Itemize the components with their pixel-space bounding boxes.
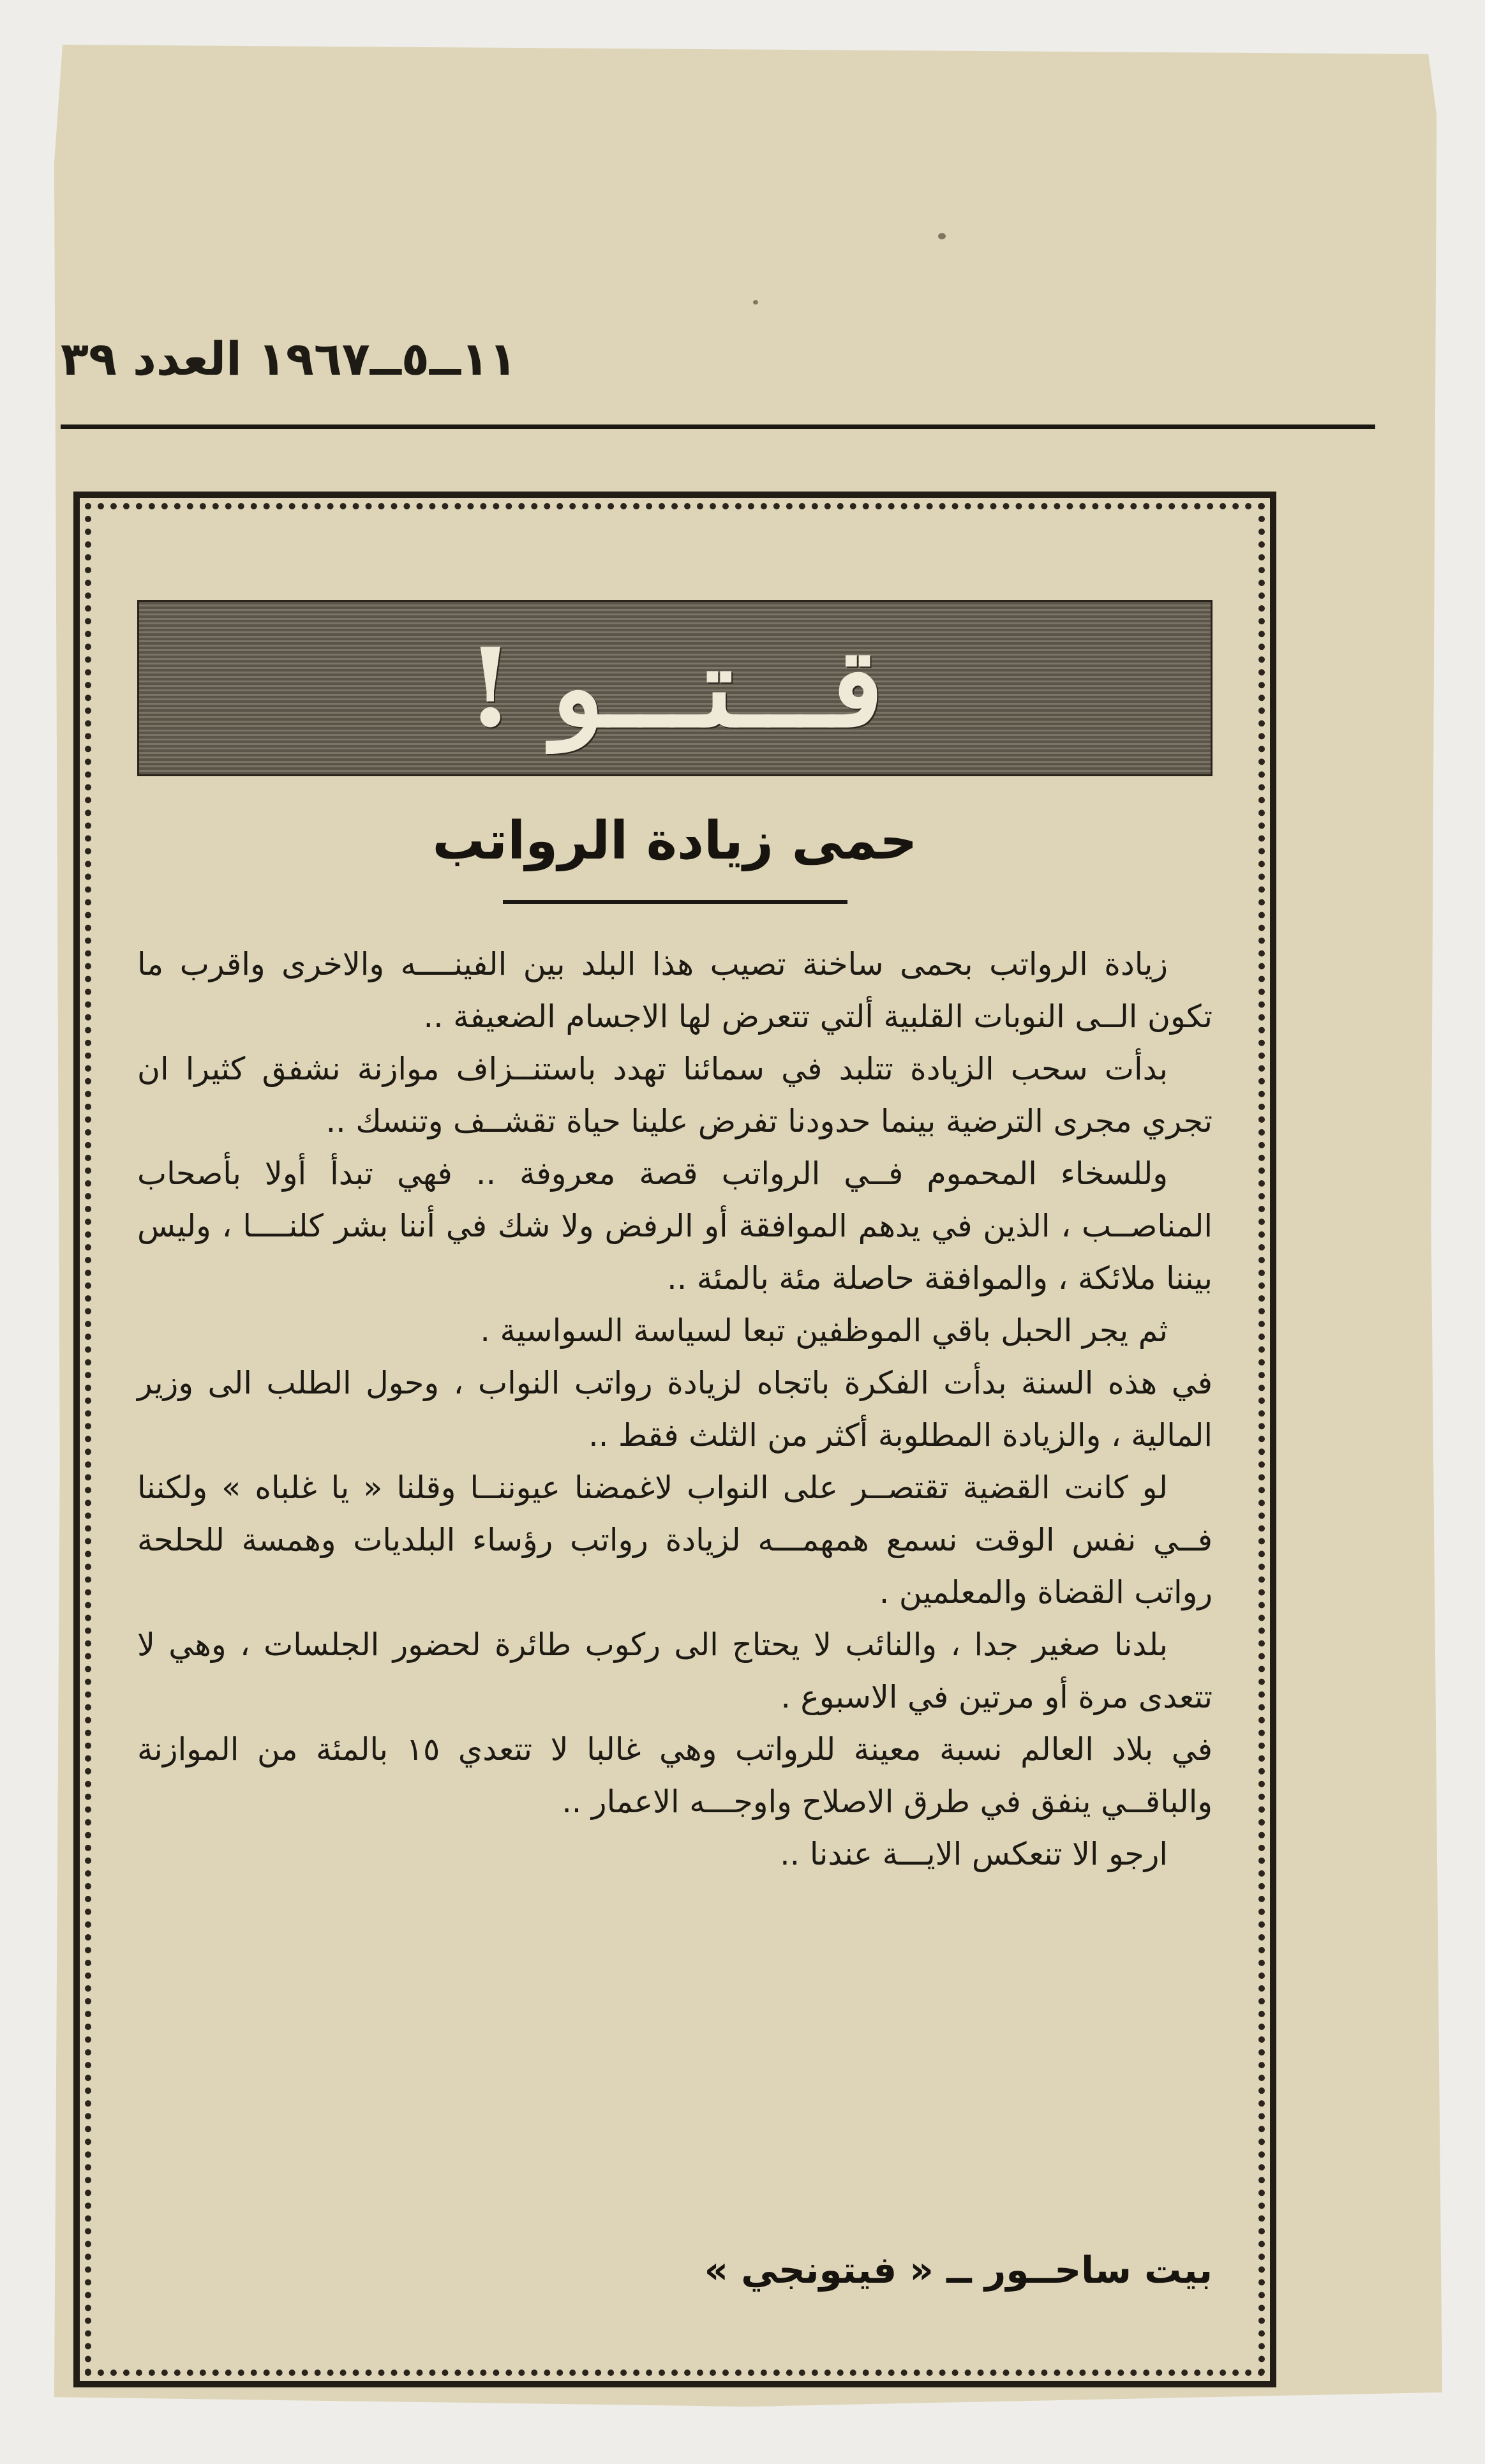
column-banner <box>137 600 1213 776</box>
paragraph: ثم يجر الحبل باقي الموظفين تبعا لسياسة السواسية . <box>480 1312 1168 1349</box>
ink-speck <box>753 300 758 304</box>
paragraph: لو كانت القضية تقتصــر على النواب لاغمضنا عيوننــا وقلنا « يا غلباه » ولكننا فــي نفس الوقت نسمع همهمـــه لزيادة رواتب رؤساء البلديات وهمسة للحلحة رواتب القضاة والمعلمين . <box>137 1469 1213 1611</box>
paragraph: ارجو الا تنعكس الايـــة عندنا .. <box>780 1836 1168 1872</box>
paragraph: في هذه السنة بدأت الفكرة باتجاه لزيادة رواتب النواب ، وحول الطلب الى وزير المالية ، والزيادة المطلوبة أكثر من الثلث فقط .. <box>137 1365 1213 1454</box>
ink-speck <box>938 233 946 239</box>
column-frame <box>73 492 1276 2387</box>
header-rule <box>61 424 1375 429</box>
paragraph: زيادة الرواتب بحمى ساخنة تصيب هذا البلد بين الفينــــه والاخرى واقرب ما تكون الــى النوبات القلبية ألتي تتعرض لها الاجسام الضعيفة .. <box>137 946 1213 1035</box>
column-name: قـــتـــو ! <box>466 624 884 752</box>
paragraph: وللسخاء المحموم فــي الرواتب قصة معروفة .. فهي تبدأ أولا بأصحاب المناصــب ، الذين في يدهم الموافقة أو الرفض ولا شك في أننا بشر كلنــــا ، وليس بيننا ملائكة ، والموافقة حاصلة مئة بالمئة .. <box>137 1155 1213 1296</box>
author-signature: بيت ساحــور ــ « فيتونجي » <box>704 2248 1213 2292</box>
paragraph: بدأت سحب الزيادة تتلبد في سمائنا تهدد باستنــزاف موازنة نشفق كثيرا ان تجري مجرى الترضية بينما حدودنا تفرض علينا حياة تقشــف وتنسك .. <box>137 1051 1213 1139</box>
issue-header <box>61 332 1375 386</box>
column-content <box>112 530 1238 2349</box>
article-title: حمى زيادة الرواتب <box>432 811 918 871</box>
issue-date-number: ١١ــ٥ــ١٩٦٧ العدد ٣٩ <box>61 332 517 386</box>
paragraph: بلدنا صغير جدا ، والنائب لا يحتاج الى ركوب طائرة لحضور الجلسات ، وهي لا تتعدى مرة أو مرتين في الاسبوع . <box>137 1626 1213 1715</box>
article-body <box>137 938 1213 1881</box>
title-underline <box>503 900 847 904</box>
paragraph: في بلاد العالم نسبة معينة للرواتب وهي غالبا لا تتعدي ١٥ بالمئة من الموازنة والباقــي ينفق في طرق الاصلاح واوجـــه الاعمار .. <box>137 1731 1213 1820</box>
